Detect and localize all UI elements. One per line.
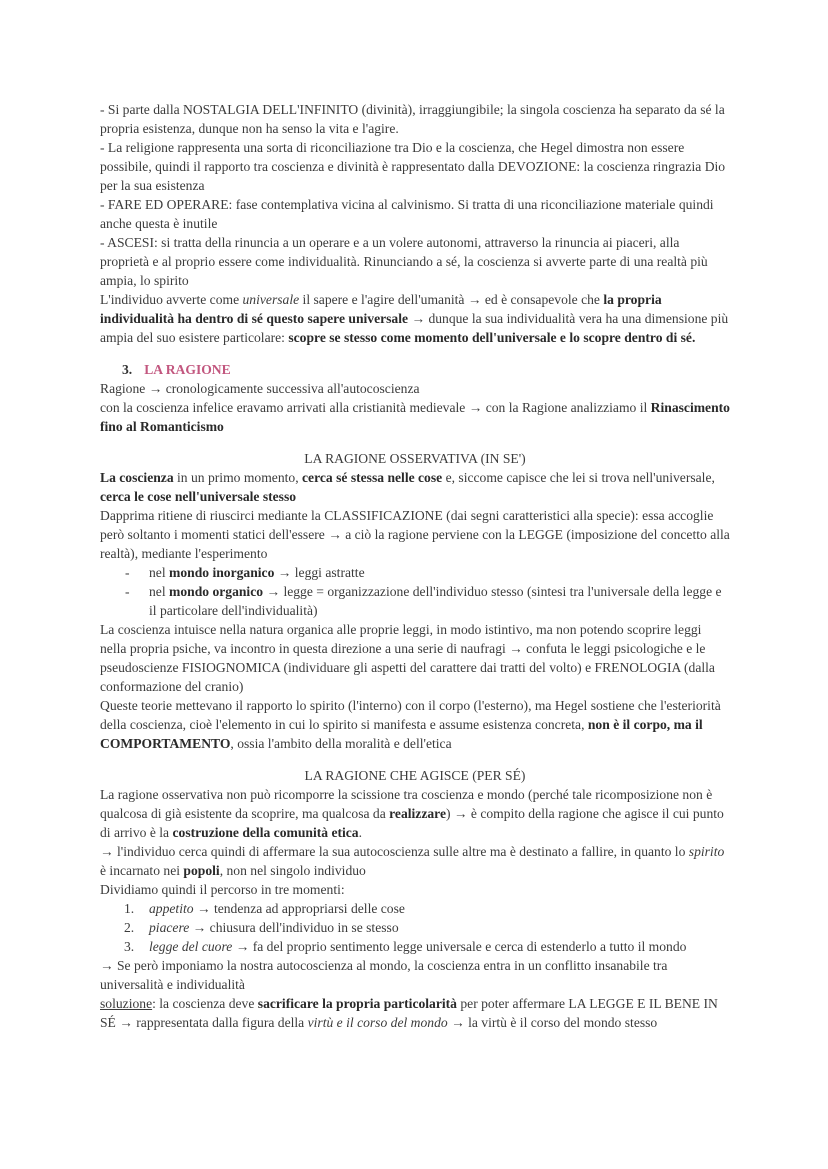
list-number: 2. <box>124 920 135 935</box>
text: → tendenza ad appropriarsi delle cose <box>193 901 405 916</box>
italic-text: spirito <box>688 844 725 859</box>
text: per poter affermare LA LEGGE E IL BENE IN SÉ → rappresentata dalla figura della <box>100 996 718 1030</box>
text: , non nel singolo individuo <box>219 863 366 878</box>
bold-text: la propria individualità ha dentro di sé questo sapere universale <box>100 292 662 326</box>
text: → leggi astratte <box>274 565 365 580</box>
bold-text: mondo organico <box>169 584 264 599</box>
list-item-legge-del-cuore <box>100 937 730 956</box>
paragraph-conflitto: → Se però imponiamo la nostra autocoscienza al mondo, la coscienza entra in un conflitto insanabile tra universalità e individualità <box>100 958 668 992</box>
paragraph-universale <box>100 290 730 347</box>
text: Queste teorie mettevano il rapporto lo spirito (l'interno) con il corpo (l'esterno), ma Hegel sostiene che l'esteriorità della coscienza, cioè l'elemento in cui lo spirito si manifesta e assume esistenza concreta, <box>100 698 721 732</box>
paragraph-ragione-intro-1: Ragione → cronologicamente successiva all'autocoscienza <box>100 381 420 396</box>
text: → la virtù è il corso del mondo stesso <box>447 1015 658 1030</box>
italic-text: piacere <box>149 920 190 935</box>
bold-text: La coscienza <box>100 470 174 485</box>
list-item-inorganico <box>100 563 730 582</box>
bold-text: realizzare <box>389 806 446 821</box>
paragraph-coscienza <box>100 468 730 506</box>
paragraph-fare-operare: - FARE ED OPERARE: fase contemplativa vicina al calvinismo. Si tratta di una riconciliazione materiale quindi anche questa è inutile <box>100 197 714 231</box>
bold-text: popoli <box>183 863 220 878</box>
paragraph-natura-organica: La coscienza intuisce nella natura organica alle proprie leggi, in modo istintivo, ma non potendo scoprire leggi nella propria psiche, va incontro in questa direzione a una serie di naufragi → confuta le leggi psicologiche e le pseudoscienze FISIOGNOMICA (individuare gli aspetti del carattere dai tratti del volto) e FRENOLOGIA (dalla conformazione del cranio) <box>100 622 715 694</box>
text: in un primo momento, <box>173 470 303 485</box>
bold-text: costruzione della comunità etica <box>172 825 359 840</box>
bold-text: cerca le cose nell'universale stesso <box>100 489 297 504</box>
text: → chiusura dell'individuo in se stesso <box>189 920 399 935</box>
text: con la coscienza infelice eravamo arrivati alla cristianità medievale → con la Ragione analizziamo il <box>100 400 651 415</box>
bold-text: non è il corpo, ma il COMPORTAMENTO <box>100 717 703 751</box>
italic-text: universale <box>242 292 300 307</box>
subheading-agisce: LA RAGIONE CHE AGISCE (PER SÉ) <box>304 768 526 783</box>
text: ) → è compito della ragione che agisce il cui punto di arrivo è la <box>100 806 724 840</box>
text: e, siccome capisce che lei si trova nell'universale, <box>442 470 715 485</box>
paragraph-soluzione <box>100 994 730 1032</box>
bold-text: scopre se stesso come momento dell'universale e lo scopre dentro di sé. <box>288 330 696 345</box>
text: nel <box>149 565 170 580</box>
list-item-appetito <box>100 899 730 918</box>
section-heading-ragione <box>122 360 730 379</box>
underlined-text: soluzione <box>100 996 153 1011</box>
bullet-dash: - <box>125 584 130 599</box>
paragraph-teorie <box>100 696 730 753</box>
italic-text: legge del cuore <box>149 939 233 954</box>
document-body <box>100 100 730 1032</box>
text: La ragione osservativa non può ricomporre la scissione tra coscienza e mondo (perché tale ricomposizione non è qualcosa di già esistente da scoprire, ma qualcosa da <box>100 787 713 821</box>
paragraph-ragione-intro-2 <box>100 398 730 436</box>
text: è incarnato nei <box>100 863 184 878</box>
subheading-osservativa: LA RAGIONE OSSERVATIVA (IN SE') <box>304 451 526 466</box>
list-number: 3. <box>124 939 135 954</box>
list-item-organico <box>100 582 730 620</box>
text: → legge = organizzazione dell'individuo stesso (sintesi tra l'universale della legge e il particolare dell'individualità) <box>149 584 722 618</box>
text: , ossia l'ambito della moralità e dell'etica <box>230 736 452 751</box>
paragraph-dividiamo: Dividiamo quindi il percorso in tre momenti: <box>100 882 345 897</box>
text: . <box>358 825 363 840</box>
text: → fa del proprio sentimento legge universale e cerca di estenderlo a tutto il mondo <box>232 939 687 954</box>
bold-text: sacrificare la propria particolarità <box>257 996 457 1011</box>
bullet-dash: - <box>125 565 130 580</box>
section-number: 3. <box>122 362 133 377</box>
text: nel <box>149 584 170 599</box>
text: : la coscienza deve <box>152 996 258 1011</box>
italic-text: virtù e il corso del mondo <box>307 1015 448 1030</box>
paragraph-ascesi: - ASCESI: si tratta della rinuncia a un operare e a un volere autonomi, attraverso la rinuncia ai piaceri, alla proprietà e al proprio essere come individualità. Rinunciando a sé, la coscienza si avverte parte di una realtà più ampia, lo spirito <box>100 235 708 288</box>
bold-text: mondo inorganico <box>169 565 275 580</box>
text: L'individuo avverte come <box>100 292 243 307</box>
paragraph-individuo <box>100 842 730 880</box>
text: → dunque la sua individualità vera ha una dimensione più ampia del suo esistere particolare: <box>100 311 729 345</box>
paragraph-religione: - La religione rappresenta una sorta di riconciliazione tra Dio e la coscienza, che Hegel dimostra non essere possibile, quindi il rapporto tra coscienza e divinità è rappresentato dalla DEVOZIONE: la coscienza ringrazia Dio per la sua esistenza <box>100 140 726 193</box>
text: → l'individuo cerca quindi di affermare la sua autocoscienza sulle altre ma è destinato a fallire, in quanto lo <box>100 844 689 859</box>
paragraph-ricomporre <box>100 785 730 842</box>
paragraph-classificazione: Dapprima ritiene di riuscirci mediante la CLASSIFICAZIONE (dai segni caratteristici alla specie): essa accoglie però soltanto i momenti statici dell'essere → a ciò la ragione perviene con la LEGGE (imposizione del concetto alla realtà), mediante l'esperimento <box>100 508 730 561</box>
text: il sapere e l'agire dell'umanità → ed è consapevole che <box>299 292 604 307</box>
bold-text: Rinascimento fino al Romanticismo <box>100 400 730 434</box>
paragraph-nostalgia: - Si parte dalla NOSTALGIA DELL'INFINITO (divinità), irraggiungibile; la singola coscienza ha separato da sé la propria esistenza, dunque non ha senso la vita e l'agire. <box>100 102 725 136</box>
section-title: LA RAGIONE <box>144 362 231 377</box>
list-item-piacere <box>100 918 730 937</box>
italic-text: appetito <box>149 901 194 916</box>
bold-text: cerca sé stessa nelle cose <box>302 470 443 485</box>
list-number: 1. <box>124 901 135 916</box>
